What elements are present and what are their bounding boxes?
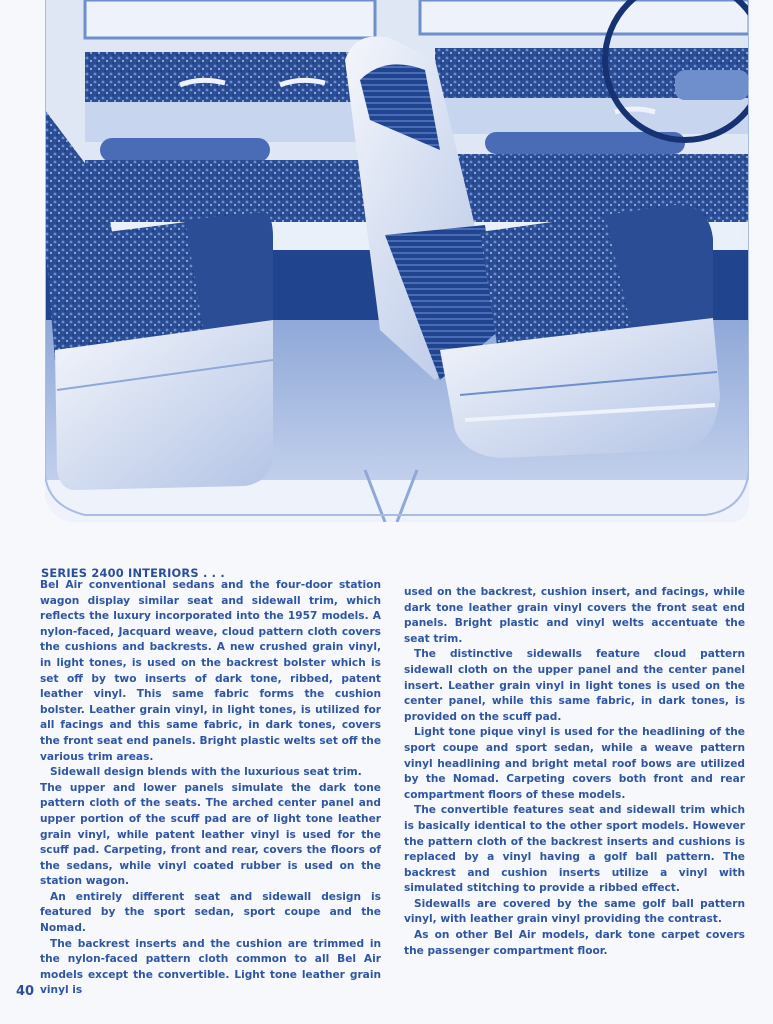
car-interior-photo <box>45 0 749 522</box>
paragraph: The backrest inserts and the cushion are trimmed in the nylon-faced pattern cloth common to all Bel Air models except the convertible. Light tone leather grain vinyl is <box>40 937 381 997</box>
left-column <box>40 578 381 999</box>
paragraph: used on the backrest, cushion insert, and facings, while dark tone leather grain vinyl covers the front seat end panels. Bright plastic and vinyl welts accentuate the seat trim. <box>404 586 745 645</box>
paragraph: Sidewalls are covered by the same golf ball pattern vinyl, with leather grain vinyl providing the contrast. <box>404 897 745 926</box>
paragraph: The convertible features seat and sidewall trim which is basically identical to the other sport models. However the pattern cloth of the backrest inserts and cushions is replaced by a vinyl having a golf ball pattern. The backrest and cushion inserts utilize a vinyl with simulated stitching to provide a ribbed effect. <box>404 804 745 895</box>
paragraph: Bel Air conventional sedans and the four-door station wagon display similar seat and sidewall trim, which reflects the luxury incorporated into the 1957 models. A nylon-faced, Jacquard weave, cloud pattern cloth covers the cushions and backrests. A new crushed grain vinyl, in light tones, is used on the backrest bolster which is set off by two inserts of dark tone, ribbed, patent leather vinyl. This same fabric forms the cushion bolster. Leather grain vinyl, in light tones, is utilized for all facings and this same fabric, in dark tones, covers the front seat end panels. Bright plastic welts set off the various trim areas. <box>40 579 381 763</box>
section-heading: SERIES 2400 INTERIORS . . . <box>41 566 225 580</box>
paragraph: The upper and lower panels simulate the dark tone pattern cloth of the seats. The arched center panel and upper portion of the scuff pad are of light tone leather grain vinyl, while patent leather vinyl is used for the scuff pad. Carpeting, front and rear, covers the floors of the sedans, while vinyl coated rubber is used on the station wagon. <box>40 781 381 888</box>
right-column <box>404 585 745 959</box>
car-interior-seats-photo <box>45 0 749 522</box>
paragraph: As on other Bel Air models, dark tone carpet covers the passenger compartment floor. <box>404 929 745 957</box>
paragraph: The distinctive sidewalls feature cloud pattern sidewall cloth on the upper panel and the center panel insert. Leather grain vinyl in light tones is used on the center panel, while this same fabric, in dark tones, is provided on the scuff pad. <box>404 648 745 723</box>
paragraph: An entirely different seat and sidewall design is featured by the sport sedan, sport coupe and the Nomad. <box>40 890 381 935</box>
paragraph: Light tone pique vinyl is used for the headlining of the sport coupe and sport sedan, while a weave pattern vinyl headlining and bright metal roof bows are utilized by the Nomad. Carpeting covers both front and rear compartment floors of these models. <box>404 726 745 801</box>
page-number: 40 <box>16 984 35 999</box>
paragraph: Sidewall design blends with the luxurious seat trim. <box>50 766 362 779</box>
